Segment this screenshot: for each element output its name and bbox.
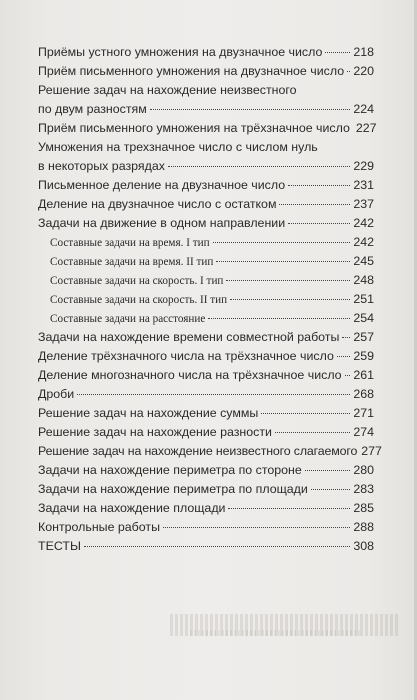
toc-entry-page: 283 [353,482,374,496]
toc-subentry [38,309,374,328]
toc-entry-page: 254 [353,311,374,325]
toc-entry-page: 231 [353,178,374,192]
leader-dots [226,280,350,281]
toc-entry-label: Дроби [38,387,75,401]
leader-dots [228,508,350,509]
toc-entry-label: Составные задачи на скорость. II тип [50,294,228,306]
toc-entry-label: Приём письменного умножения на двузначное число [38,64,345,78]
toc-entry [38,43,374,62]
toc-entry-label: Деление на двузначное число с остатком [38,197,277,211]
leader-dots [84,546,350,547]
toc-entry-page: 280 [353,463,374,477]
leader-dots [216,261,350,262]
toc-entry [38,328,374,347]
toc-subentry [38,271,374,290]
toc-entry-page: 218 [353,45,374,59]
leader-dots [150,109,351,110]
toc-entry-page: 248 [353,273,374,287]
toc-entry-label: Составные задачи на время. I тип [50,237,210,249]
show-through-text [190,630,360,636]
toc-entry [38,119,377,138]
toc-entry-page: 288 [353,520,374,534]
toc-entry [38,195,374,214]
toc-entry [38,366,374,385]
toc-subentry [38,290,374,309]
toc-entry-page: 308 [353,539,374,553]
toc-entry-page: 229 [353,159,374,173]
toc-entry [38,480,374,499]
toc-entry-label: Задачи на движение в одном направлении [38,216,286,230]
leader-dots [208,318,350,319]
toc-entry-label: ТЕСТЫ [38,539,81,553]
toc-entry-label-cont: по двум разностям [38,102,147,116]
toc-entry-page: 245 [353,254,374,268]
toc-entry-label: Решение задач на нахождение неизвестного слагаемого [38,444,358,458]
toc-entry-page: 257 [353,330,374,344]
toc-entry [38,518,374,537]
toc-entry-label: Решение задач на нахождение суммы [38,406,259,420]
toc-entry-label-cont: в некоторых разрядах [38,159,165,173]
toc-entry-label: Деление многозначного числа на трёхзначное число [38,368,342,382]
toc-entry-page: 242 [353,216,374,230]
toc-entry [38,499,374,518]
toc-entry-label: Составные задачи на расстояние [50,313,206,325]
toc-entry-page: 261 [353,368,374,382]
toc-entry [38,214,374,233]
toc-entry-page: 259 [353,349,374,363]
toc-entry-label: Деление трёхзначного числа на трёхзначное число [38,349,334,363]
toc-entry-page: 285 [353,501,374,515]
leader-dots [337,356,350,357]
toc-entry-page: 271 [353,406,374,420]
toc-entry [38,347,374,366]
toc-entry-page: 227 [355,121,377,135]
toc-entry-label: Письменное деление на двузначное число [38,178,286,192]
toc-entry [38,537,374,556]
leader-dots [347,71,350,72]
table-of-contents [38,43,382,556]
leader-dots [275,432,350,433]
toc-entry [38,461,374,480]
toc-entry-page: 274 [353,425,374,439]
leader-dots [168,166,350,167]
toc-entry [38,423,374,442]
leader-dots [261,413,350,414]
toc-subentry [38,233,374,252]
toc-entry-label: Задачи на нахождение времени совместной работы [38,330,340,344]
leader-dots [279,204,350,205]
toc-entry [38,100,374,119]
toc-entry-label: Решение задач на нахождение разности [38,425,272,439]
leader-dots [342,337,350,338]
toc-entry [38,404,374,423]
leader-dots [325,52,350,53]
toc-entry-label: Составные задачи на время. II тип [50,256,214,268]
toc-entry-label: Задачи на нахождение периметра по стороне [38,463,302,477]
leader-dots [230,299,350,300]
toc-entry-label: Контрольные работы [38,520,160,534]
leader-dots [77,394,350,395]
leader-dots [213,242,351,243]
toc-entry-page: 242 [353,235,374,249]
toc-entry [38,176,374,195]
leader-dots [311,489,350,490]
leader-dots [288,185,350,186]
toc-entry-label: Задачи на нахождение площади [38,501,226,515]
toc-entry-page: 237 [353,197,374,211]
toc-entry-page: 220 [353,64,374,78]
toc-entry [38,157,374,176]
leader-dots [345,375,351,376]
toc-entry-page: 224 [353,102,374,116]
leader-dots [305,470,351,471]
toc-entry [38,442,382,461]
toc-entry-label: Задачи на нахождение периметра по площади [38,482,308,496]
leader-dots [288,223,350,224]
toc-subentry [38,252,374,271]
toc-entry-label: Приёмы устного умножения на двузначное число [38,45,323,59]
leader-dots [163,527,350,528]
toc-entry-page: 268 [353,387,374,401]
toc-entry-label-line1: Умножения на трехзначное число с числом нуль [38,140,318,154]
toc-entry [38,385,374,404]
toc-entry-page: 277 [361,444,382,458]
toc-entry-label: Составные задачи на скорость. I тип [50,275,224,287]
toc-entry-page: 251 [353,292,374,306]
toc-entry-label-line1: Решение задач на нахождение неизвестного [38,83,297,97]
toc-entry-label: Приём письменного умножения на трёхзначное число [38,121,350,135]
toc-entry [38,62,374,81]
